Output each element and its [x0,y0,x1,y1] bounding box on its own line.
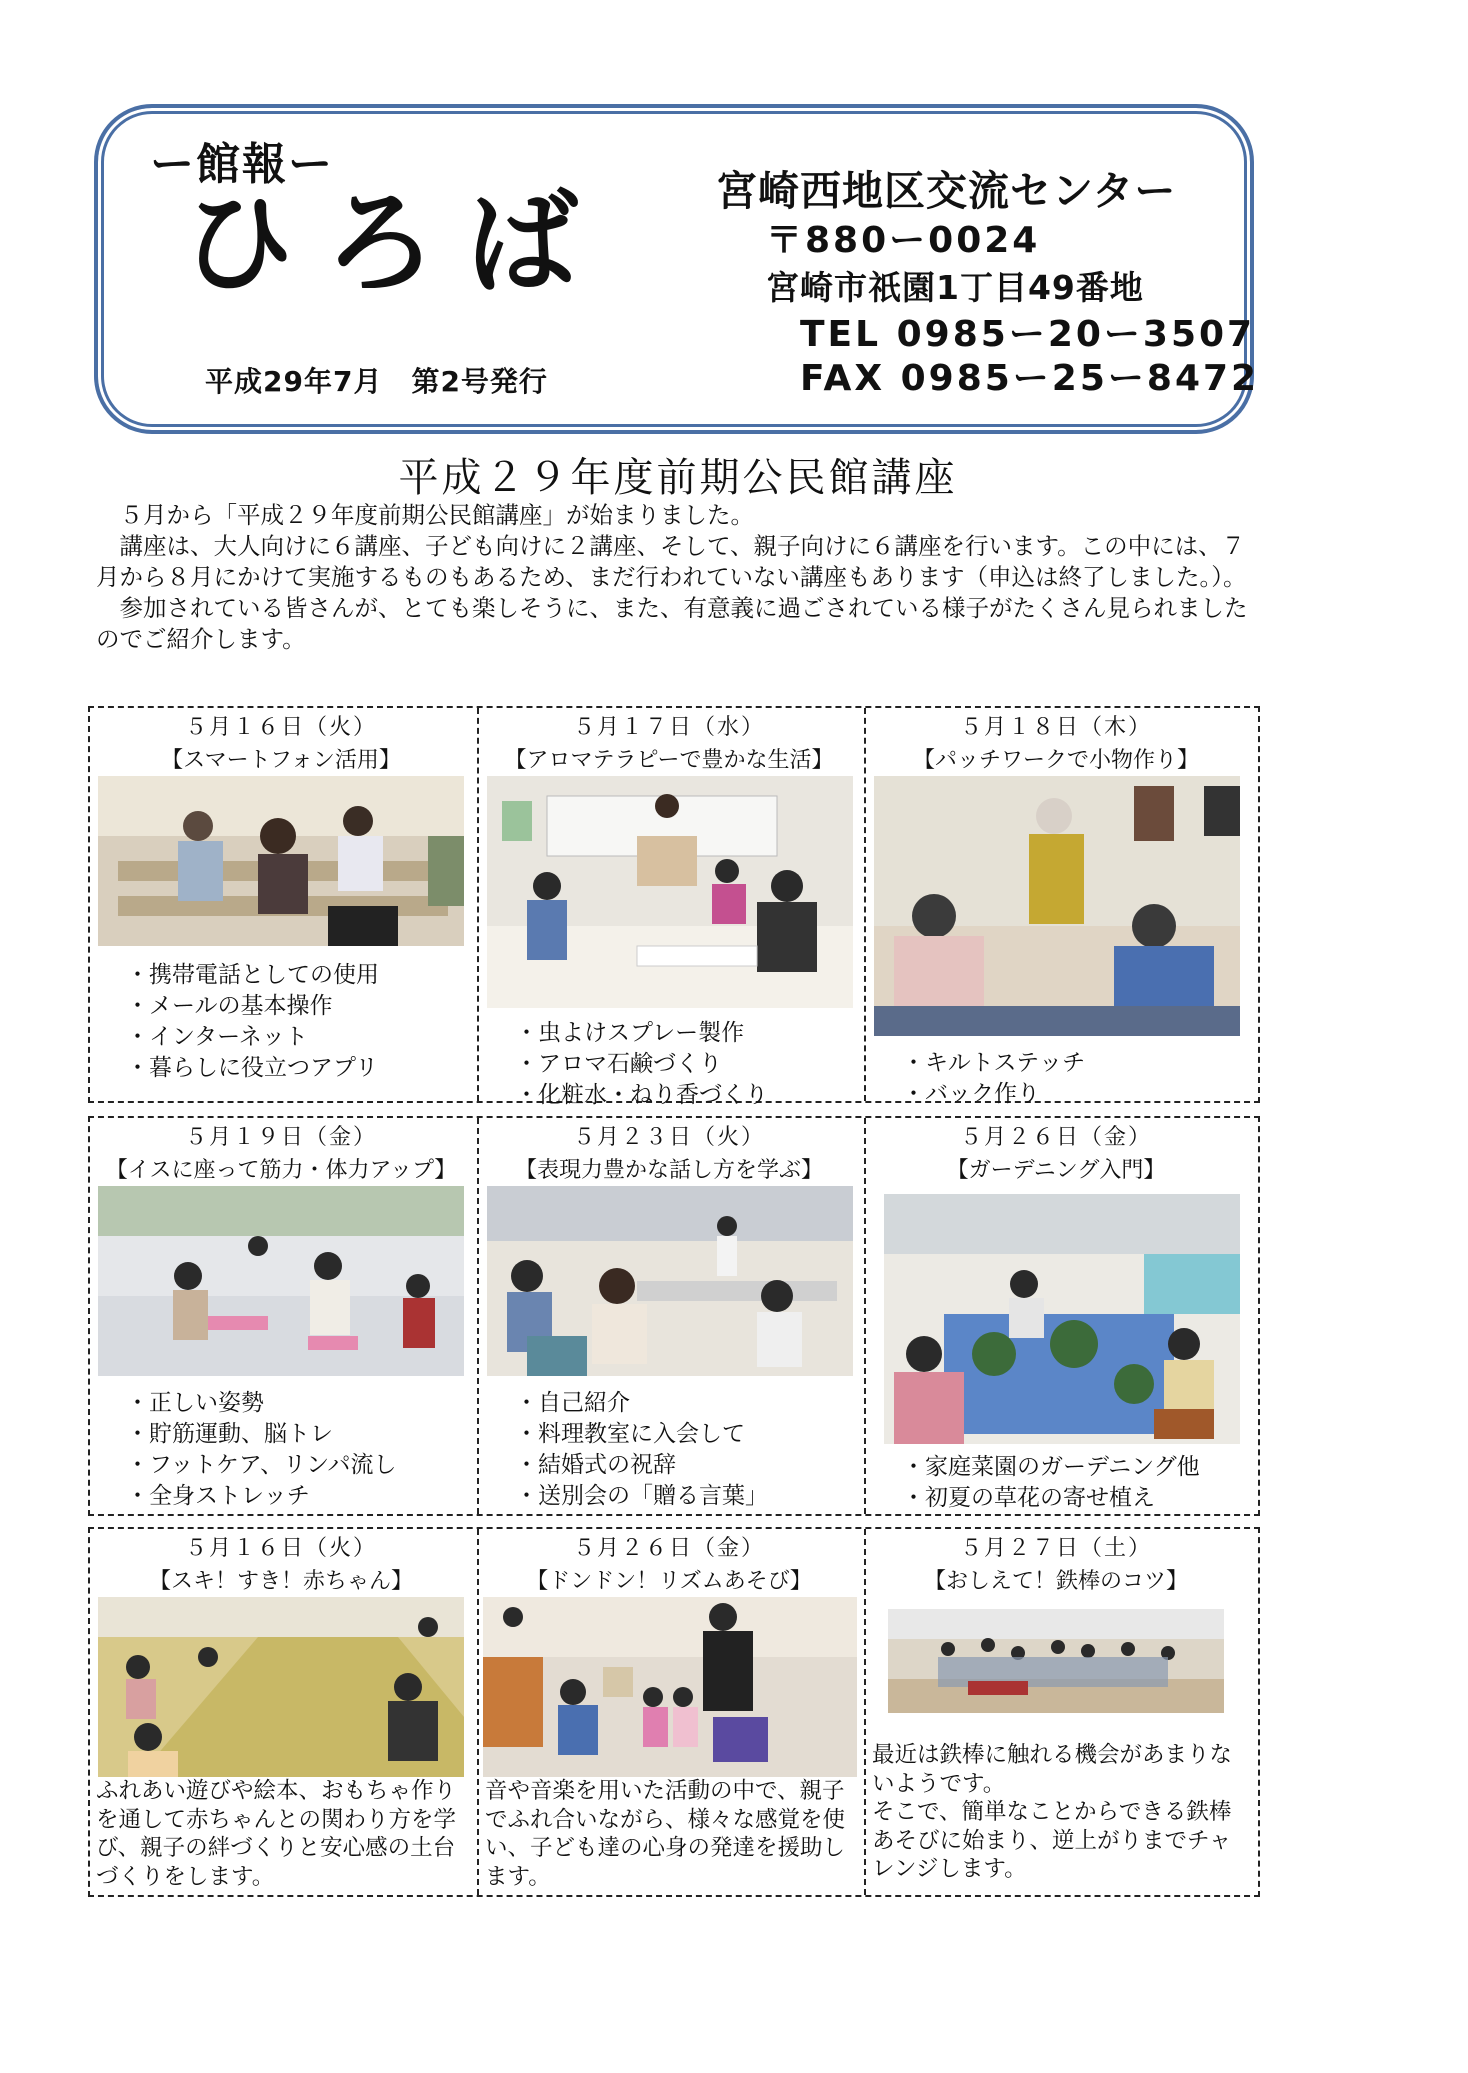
course-card [477,1118,859,1514]
topic-item: ・携帯電話としての使用 [126,962,379,988]
course-topics [126,960,379,1084]
course-card [864,708,1246,1107]
org-zip: 〒880ー0024 [766,220,1041,261]
course-title: 【スキ！すき！赤ちゃん】 [148,1569,413,1594]
course-date: ５月１７日（水） [572,715,765,740]
topic-item: ・貯筋運動、脳トレ [126,1421,333,1447]
course-description: ふれあい遊びや絵本、おもちゃ作りを通して赤ちゃんとの関わり方を学び、親子の絆づくりと安心感の土台づくりをします。 [96,1778,457,1890]
topic-item: ・料理教室に入会して [515,1421,745,1447]
course-topics [902,1452,1200,1514]
course-photo [98,1186,464,1376]
course-card [477,1529,859,1895]
course-title: 【表現力豊かな話し方を学ぶ】 [514,1158,823,1183]
topic-item: ・キルトステッチ [902,1050,1086,1076]
course-title: 【ドンドン！リズムあそび】 [526,1569,812,1594]
course-topics [902,1048,1085,1110]
course-photo [888,1609,1224,1713]
course-row [88,1527,1260,1897]
course-title: 【イスに座って筋力・体力アップ】 [105,1158,457,1183]
course-card [864,1118,1246,1514]
course-row [88,706,1260,1108]
intro-paragraph: 参加されている皆さんが、とても楽しそうに、また、有意義に過ごされている様子がたくさん見られましたのでご紹介します。 [96,594,1248,653]
topic-item: ・虫よけスプレー製作 [515,1020,745,1046]
course-photo [98,776,464,946]
topic-item: ・インターネット [126,1024,308,1050]
topic-item: ・バック作り [902,1081,1040,1107]
course-date: ５月２６日（金） [572,1536,765,1561]
course-topics [515,1018,768,1111]
topic-item: ・化粧水・ねり香づくり [515,1082,768,1108]
topic-item: ・自己紹介 [515,1390,630,1416]
org-address: 宮崎市祇園1丁目49番地 [766,268,1144,307]
newsletter-title: ひろば [182,179,608,309]
topic-item: ・送別会の「贈る言葉」 [515,1483,768,1509]
topic-item: ・フットケア、リンパ流し [126,1452,397,1478]
newsletter-label: ー館報ー [150,139,334,190]
course-row [88,1116,1260,1516]
issue-info: 平成29年7月 第2号発行 [205,365,548,398]
org-name: 宮崎西地区交流センター [716,167,1177,215]
course-photo [487,1186,853,1376]
topic-item: ・メールの基本操作 [126,993,333,1019]
course-card [90,708,472,1101]
course-title: 【ガーデニング入門】 [946,1158,1166,1183]
org-fax: FAX 0985ー25ー8472 [800,358,1260,399]
topic-item: ・全身ストレッチ [126,1483,310,1509]
topic-item: ・アロマ石鹸づくり [515,1051,722,1077]
intro-paragraph: ５月から「平成２９年度前期公民館講座」が始まりました。 [119,501,754,529]
course-photo [98,1597,464,1777]
course-date: ５月１６日（火） [184,715,377,740]
course-photo [483,1597,857,1777]
course-title: 【おしえて！鉄棒のコツ】 [923,1569,1188,1594]
course-topics [515,1388,768,1512]
course-date: ５月１６日（火） [184,1536,377,1561]
org-tel: TEL 0985ー20ー3507 [800,314,1256,355]
article-title: 平成２９年度前期公民館講座 [398,455,958,501]
topic-item: ・暮らしに役立つアプリ [126,1055,379,1081]
intro-paragraph: 講座は、大人向けに６講座、子ども向けに２講座、そして、親子向けに６講座を行います。この中には、７月から８月にかけて実施するものもあるため、まだ行われていない講座もあります（申込は終了しました。）。 [96,532,1247,591]
topic-item: ・正しい姿勢 [126,1390,264,1416]
course-date: ５月１８日（木） [959,715,1152,740]
course-date: ５月２３日（火） [572,1125,765,1150]
topic-item: ・初夏の草花の寄せ植え [902,1485,1155,1511]
course-card [477,708,859,1108]
article-intro [96,500,1262,655]
topic-item: ・家庭菜園のガーデニング他 [902,1454,1200,1480]
course-date: ５月２６日（金） [959,1125,1152,1150]
course-date: ５月１９日（金） [184,1125,377,1150]
topic-item: ・結婚式の祝辞 [515,1452,676,1478]
course-date: ５月２７日（土） [959,1536,1152,1561]
course-photo [884,1194,1240,1444]
course-topics [126,1388,396,1512]
course-title: 【スマートフォン活用】 [161,748,401,773]
course-description: 最近は鉄棒に触れる機会があまりないようです。 そこで、簡単なことからできる鉄棒あそびに始まり、逆上がりまでチャレンジします。 [872,1742,1233,1882]
course-card [90,1529,472,1895]
course-card [864,1529,1246,1895]
course-photo [487,776,853,1008]
course-photo [874,776,1240,1036]
course-description: 音や音楽を用いた活動の中で、親子でふれ合いながら、様々な感覚を使い、子ども達の心身の発達を援助します。 [485,1778,846,1890]
course-card [90,1118,472,1514]
course-title: 【パッチワークで小物作り】 [912,748,1199,773]
course-title: 【アロマテラピーで豊かな生活】 [504,748,834,773]
